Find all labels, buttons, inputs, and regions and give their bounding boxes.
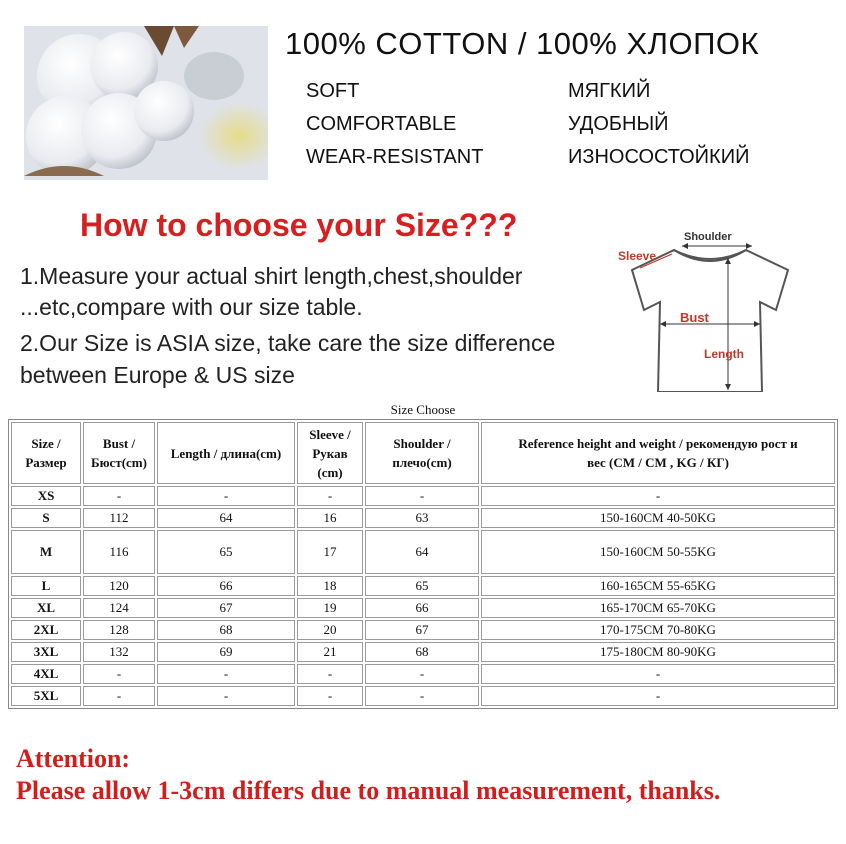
table-cell: -	[83, 664, 155, 684]
step2-line2: between Europe & US size	[20, 362, 295, 388]
table-cell: 66	[365, 598, 479, 618]
table-cell: 67	[365, 620, 479, 640]
table-cell: -	[481, 486, 835, 506]
size-cell: XS	[11, 486, 81, 506]
table-row	[11, 664, 835, 684]
step2-line1: 2.Our Size is ASIA size, take care the size difference	[20, 330, 556, 356]
table-cell: -	[83, 686, 155, 706]
length-label: Length	[704, 347, 744, 361]
attention-title: Attention:	[16, 744, 131, 773]
table-cell: 120	[83, 576, 155, 596]
bust-label: Bust	[680, 310, 709, 325]
step1-line2: ...etc,compare with our size table.	[20, 294, 363, 320]
table-cell: 66	[157, 576, 295, 596]
table-cell: -	[365, 664, 479, 684]
table-cell: 18	[297, 576, 363, 596]
table-cell: 64	[157, 508, 295, 528]
table-cell: -	[365, 686, 479, 706]
size-cell: 3XL	[11, 642, 81, 662]
table-cell: 124	[83, 598, 155, 618]
table-cell: 116	[83, 530, 155, 574]
cotton-illustration	[24, 26, 268, 180]
table-cell: 132	[83, 642, 155, 662]
table-cell: -	[157, 664, 295, 684]
attention-text: Please allow 1-3cm differs due to manual measurement, thanks.	[16, 776, 721, 805]
table-cell: 150-160CM 40-50KG	[481, 508, 835, 528]
feature-ru-2: УДОБНЫЙ	[568, 113, 669, 135]
size-cell: M	[11, 530, 81, 574]
table-row	[11, 508, 835, 528]
table-cell: -	[297, 686, 363, 706]
table-cell: -	[481, 664, 835, 684]
table-cell: 64	[365, 530, 479, 574]
table-cell: -	[365, 486, 479, 506]
table-cell: -	[83, 486, 155, 506]
size-cell: S	[11, 508, 81, 528]
header-length: Length / длина(cm)	[157, 422, 295, 484]
table-cell: 67	[157, 598, 295, 618]
table-cell: 17	[297, 530, 363, 574]
table-cell: 16	[297, 508, 363, 528]
table-cell: 63	[365, 508, 479, 528]
headline: 100% COTTON / 100% ХЛОПОК	[285, 26, 760, 61]
table-row	[11, 530, 835, 574]
table-cell: 65	[365, 576, 479, 596]
feature-en-2: COMFORTABLE	[306, 113, 457, 135]
table-header-row	[11, 422, 835, 484]
size-table	[8, 419, 838, 709]
feature-ru-3: ИЗНОСОСТОЙКИЙ	[568, 146, 750, 168]
sleeve-label: Sleeve	[618, 249, 657, 263]
table-row	[11, 486, 835, 506]
table-cell: -	[297, 486, 363, 506]
header-size: Size / Размер	[11, 422, 81, 484]
table-row	[11, 642, 835, 662]
table-cell: 21	[297, 642, 363, 662]
table-cell: 165-170CM 65-70KG	[481, 598, 835, 618]
table-cell: 69	[157, 642, 295, 662]
table-cell: 65	[157, 530, 295, 574]
size-cell: 4XL	[11, 664, 81, 684]
table-cell: 160-165CM 55-65KG	[481, 576, 835, 596]
size-cell: 5XL	[11, 686, 81, 706]
feature-en-1: SOFT	[306, 80, 360, 102]
header-sleeve: Sleeve / Рукав (cm)	[297, 422, 363, 484]
size-cell: XL	[11, 598, 81, 618]
table-cell: 170-175CM 70-80KG	[481, 620, 835, 640]
cotton-photo	[24, 26, 268, 180]
table-row	[11, 576, 835, 596]
table-cell: 68	[157, 620, 295, 640]
table-cell: 19	[297, 598, 363, 618]
size-cell: L	[11, 576, 81, 596]
table-row	[11, 620, 835, 640]
table-cell: -	[297, 664, 363, 684]
table-cell: -	[157, 486, 295, 506]
size-cell: 2XL	[11, 620, 81, 640]
table-cell: 175-180CM 80-90KG	[481, 642, 835, 662]
size-guide-heading: How to choose your Size???	[80, 207, 518, 243]
shoulder-label: Shoulder	[684, 231, 732, 243]
header-bust: Bust / Бюст(cm)	[83, 422, 155, 484]
table-cell: -	[481, 686, 835, 706]
table-cell: 112	[83, 508, 155, 528]
feature-ru-1: МЯГКИЙ	[568, 80, 651, 102]
tshirt-diagram	[612, 224, 808, 392]
table-row	[11, 598, 835, 618]
table-caption: Size Choose	[390, 402, 456, 417]
tshirt-outline	[632, 250, 788, 392]
table-cell: -	[157, 686, 295, 706]
feature-en-3: WEAR-RESISTANT	[306, 146, 484, 168]
step1-line1: 1.Measure your actual shirt length,chest,shoulder	[20, 263, 523, 289]
header-shoulder: Shoulder / плечо(cm)	[365, 422, 479, 484]
table-row	[11, 686, 835, 706]
size-table-body	[11, 486, 835, 706]
table-cell: 20	[297, 620, 363, 640]
table-cell: 68	[365, 642, 479, 662]
table-cell: 150-160CM 50-55KG	[481, 530, 835, 574]
header-reference: Reference height and weight / рекомендую рост и вес (CM / CM , KG / КГ)	[481, 422, 835, 484]
table-cell: 128	[83, 620, 155, 640]
